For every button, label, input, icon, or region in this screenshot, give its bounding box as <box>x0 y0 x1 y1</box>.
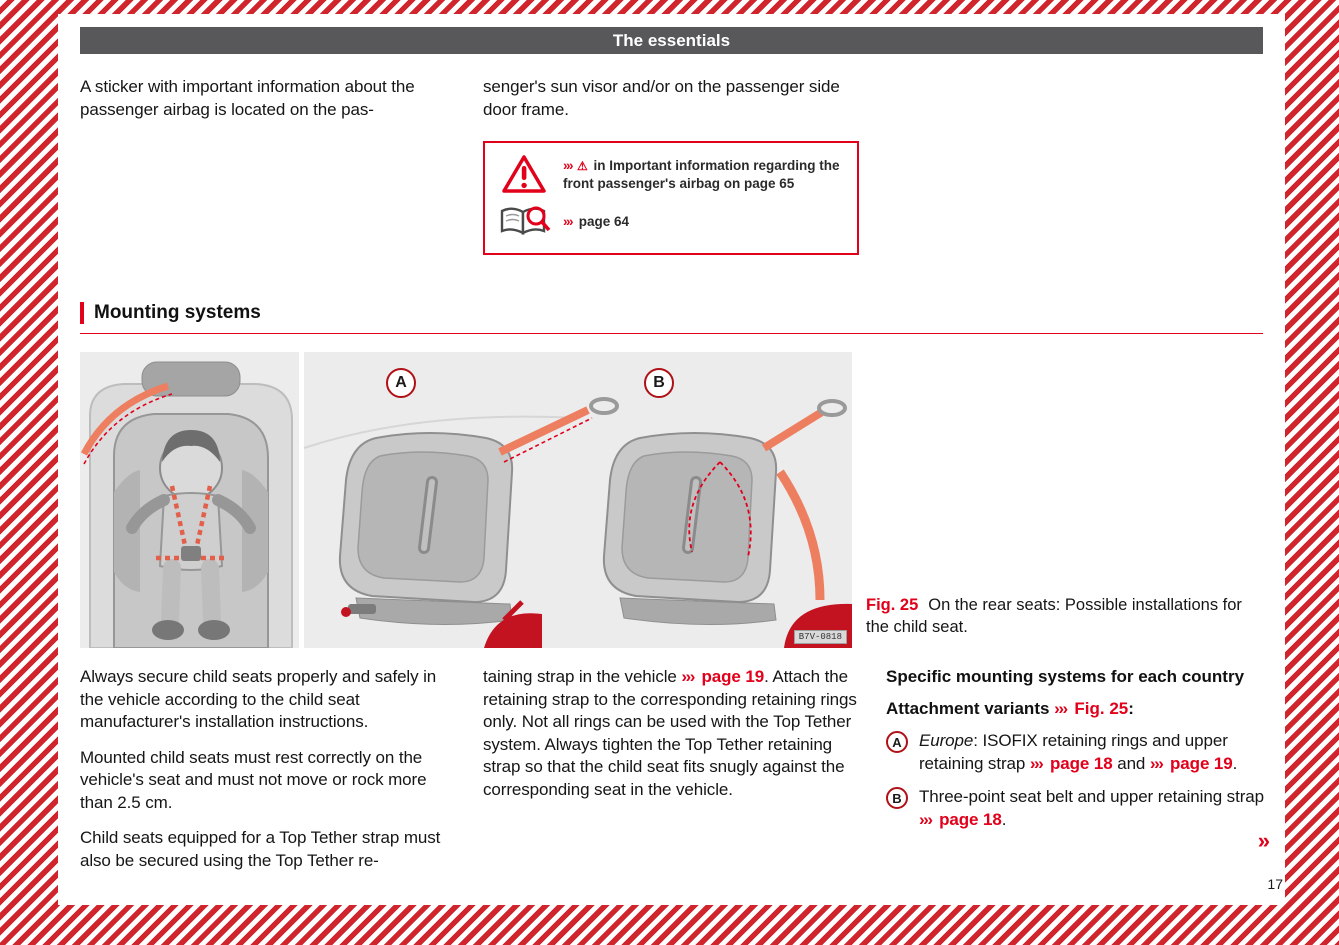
page-number: 17 <box>1267 876 1283 892</box>
reference-label: in Important information regarding the front passenger's airbag on page 65 <box>563 157 840 191</box>
reference-text-warning <box>563 157 857 192</box>
text-run: : ISOFIX retaining rings and upper retaining strap <box>919 731 1228 773</box>
body-paragraph: Mounted child seats must rest correctly on the vehicle's seat and must not move or rock more than 2.5 cm. <box>80 747 427 812</box>
marker-b-icon: B <box>886 787 908 809</box>
continuation-chevron: » <box>1257 828 1270 853</box>
cross-reference-arrows: ››› <box>1149 753 1163 773</box>
intro-paragraph-right: senger's sun visor and/or on the passenger side door frame. <box>483 77 840 119</box>
figure-caption-number: Fig. 25 <box>866 596 919 614</box>
page-content <box>58 14 1285 905</box>
list-item-europe <box>886 730 1264 775</box>
marker-a-icon: A <box>886 731 908 753</box>
page-link[interactable]: page 18 <box>1049 753 1113 773</box>
intro-column-right <box>483 76 865 134</box>
text-run: . <box>1232 753 1238 773</box>
list-item-text <box>919 730 1264 775</box>
page-link[interactable]: page 19 <box>1170 753 1233 773</box>
body-column-3 <box>886 666 1270 853</box>
list-item-text <box>919 786 1264 831</box>
figure-illustration <box>80 352 852 648</box>
page-link[interactable]: page 19 <box>701 667 765 686</box>
body-paragraph: Always secure child seats properly and safely in the vehicle according to the child seat manufacturer's installation instructions. <box>80 667 437 731</box>
body-column-2 <box>483 666 865 814</box>
text-run: . Attach the retaining strap to the corresponding retaining rings only. Not all rings can be used with the Top Tether system. Always tighten the Top Tether retaining strap so that the child seat fits snugly against the corresponding seat in the vehicle. <box>483 667 857 799</box>
warning-triangle-icon <box>485 153 563 195</box>
reference-text-manual <box>563 213 639 230</box>
text-run: Europe <box>919 731 974 750</box>
cross-reference-arrows: ››› <box>563 213 572 229</box>
cross-reference-arrows: ››› <box>563 157 572 173</box>
page-header-title: The essentials <box>80 27 1263 54</box>
figure-label-b: B <box>644 368 674 398</box>
section-divider <box>80 333 1263 334</box>
page-link[interactable]: page 18 <box>939 809 1002 829</box>
figure-caption <box>866 594 1264 638</box>
figure-caption-text: On the rear seats: Possible installations for the child seat. <box>866 596 1242 636</box>
intro-column-left <box>80 76 462 134</box>
figure-link[interactable]: Fig. 25 <box>1074 699 1129 718</box>
section-title: Mounting systems <box>80 302 261 324</box>
book-search-icon <box>485 203 563 239</box>
cross-reference-arrows: ››› <box>1029 753 1043 773</box>
text-run: . <box>1001 809 1007 829</box>
body-paragraph: Child seats equipped for a Top Tether strap must also be secured using the Top Tether re- <box>80 828 441 870</box>
cross-reference-arrows: ››› <box>919 809 932 829</box>
reference-row-warning[interactable] <box>485 153 857 195</box>
child-seat-illustration <box>80 352 852 648</box>
body-column-1 <box>80 666 462 885</box>
intro-paragraph-left: A sticker with important information about the passenger airbag is located on the pas- <box>80 77 415 119</box>
figure-25 <box>80 352 1263 648</box>
figure-code: B7V-0818 <box>794 630 847 644</box>
text-run: and <box>1112 753 1150 773</box>
country-systems-heading: Specific mounting systems for each country <box>886 667 1245 686</box>
cross-reference-arrows: ››› <box>1054 699 1067 718</box>
figure-label-a: A <box>386 368 416 398</box>
cross-reference-arrows: ››› <box>681 667 694 686</box>
reference-label: page 64 <box>578 213 630 229</box>
body-paragraph <box>483 666 865 801</box>
text-run: Attachment variants <box>886 699 1055 718</box>
text-run: Three-point seat belt and upper retaining strap <box>919 787 1264 806</box>
text-run: : <box>1128 699 1134 718</box>
list-item-belt <box>886 786 1264 831</box>
text-run: taining strap in the vehicle <box>483 667 682 686</box>
warning-inline-icon: ⚠ <box>577 158 588 173</box>
cross-reference-box <box>483 141 859 255</box>
reference-row-manual[interactable] <box>485 203 857 239</box>
attachment-variants-line <box>886 699 1264 719</box>
